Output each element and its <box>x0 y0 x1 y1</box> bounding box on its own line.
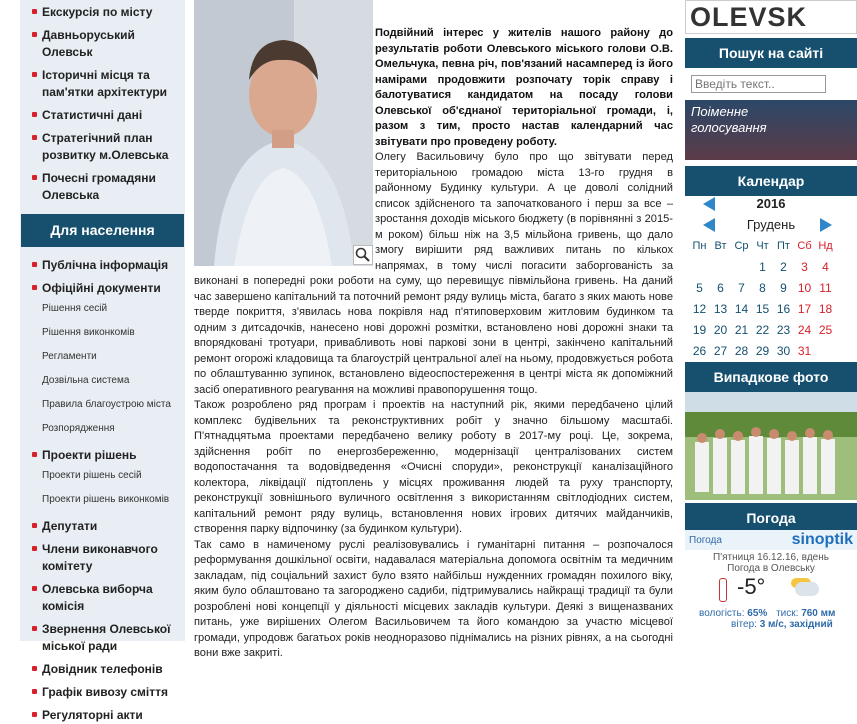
nav-label: Проекти рішень <box>42 448 137 462</box>
article-paragraph-2: Також розроблено ряд програм і проектів на наступний рік, якими передбачено цілий комплекс будівельних та реконструктивних робіт у значно більшому масштабі. П'ятнадцятьма проектами передбачено велику роботу в 2017-му році. Це, зокрема, здійснення робіт по енергозбереженню, модернізації централізованих систем водопостачання та водовідведення «Очисні споруди», реконструкції каналізаційного колектора, ліквідації підтоплень у місцях проживання людей та руху транспорту, реконструкції зовнішнього вуличного освітлення з використанням світлодіодних систем, капітальний ремонт ряду вулиць, встановлення нових ігрових дитячих майданчиків, створення парку відпочинку (за будинком культури). <box>194 399 673 535</box>
nav-label: Проекти рішень виконкомів <box>42 494 170 505</box>
nav-subitem[interactable] <box>20 423 185 435</box>
article <box>194 0 673 659</box>
calendar-day[interactable]: 19 <box>692 323 707 337</box>
search-input[interactable] <box>691 75 826 93</box>
photo-float-spacer <box>194 0 375 268</box>
calendar-day[interactable]: 7 <box>738 281 745 295</box>
calendar-day[interactable]: 11 <box>819 281 832 295</box>
calendar-day <box>710 257 731 278</box>
bullet-icon <box>32 689 37 694</box>
left-sidebar <box>20 0 185 722</box>
bullet-icon <box>32 666 37 671</box>
bullet-icon <box>32 72 37 77</box>
calendar-weekday: Пт <box>777 240 790 252</box>
random-photo-header: Випадкове фото <box>685 362 857 392</box>
search-header: Пошук на сайті <box>685 38 857 68</box>
calendar-week <box>689 278 857 299</box>
bullet-icon <box>32 546 37 551</box>
calendar-day[interactable]: 17 <box>797 302 812 316</box>
calendar-day[interactable]: 12 <box>692 302 707 316</box>
nav-label: Звернення Олевської міської ради <box>42 622 171 653</box>
calendar-day[interactable]: 4 <box>822 260 829 274</box>
nav-item[interactable] <box>20 707 185 724</box>
nav-label: Публічна інформація <box>42 258 169 272</box>
calendar-year-row <box>685 195 857 215</box>
calendar-week <box>689 320 857 341</box>
nav-item[interactable] <box>20 4 185 21</box>
nav-subitem[interactable] <box>20 303 185 315</box>
nav-label: Почесні громадяни Олевська <box>42 171 156 202</box>
calendar-week <box>689 299 857 320</box>
bullet-icon <box>32 712 37 717</box>
nav-label: Давньоруський Олевськ <box>42 28 135 59</box>
calendar-day[interactable]: 18 <box>818 302 833 316</box>
calendar-weekday: Ср <box>734 240 749 252</box>
weather-header: Погода <box>685 503 857 533</box>
calendar-day[interactable]: 5 <box>696 281 703 295</box>
nav-label: Дозвільна система <box>42 375 130 386</box>
calendar <box>685 195 857 362</box>
bullet-icon <box>32 262 37 267</box>
calendar-day[interactable]: 3 <box>801 260 808 274</box>
article-paragraph-3: Так само в намиченому руслі реалізовувались і гуманітарні питання – розпочалося реформування дошкільної освіти, надавалася матеріальна допомога освітнім та медичним закладам, під соціальний захист було взято найбільш нужденних громадян похилого віку, яким було облаштовано та загороджено садиби, підтримувались найкращі традиції та були розроблені нові концепції у діяльності місцевих закладів культури. Деякі з вищеназваних питань, уже вирішених Олегом Васильовичем та його командою за участю місцевої громади, упродовж багатьох років неодноразово піднімались на різних рівнях, а на сьогодні вони вже закриті. <box>194 538 673 659</box>
bullet-icon <box>32 626 37 631</box>
calendar-day[interactable]: 10 <box>797 281 812 295</box>
calendar-day[interactable]: 2 <box>780 260 787 274</box>
nav-label: Регуляторні акти <box>42 708 143 722</box>
bullet-icon <box>32 285 37 290</box>
nav-label: Рішення виконкомів <box>42 327 135 338</box>
calendar-day <box>815 341 836 362</box>
weather-label: Погода <box>689 534 722 546</box>
nav-item[interactable] <box>20 581 185 615</box>
nav-item[interactable] <box>20 280 185 297</box>
thermometer-icon <box>719 578 727 602</box>
nav-item[interactable] <box>20 67 185 101</box>
nav-label: Рішення сесій <box>42 303 108 314</box>
bullet-icon <box>32 452 37 457</box>
pressure-label: тиск: <box>776 608 799 619</box>
calendar-weekdays <box>685 236 857 257</box>
nav-list-population <box>20 257 185 724</box>
weather-widget[interactable] <box>685 530 857 641</box>
weather-row-1 <box>685 608 857 619</box>
nav-label: Розпорядження <box>42 423 115 434</box>
nav-label: Проекти рішень сесій <box>42 470 142 481</box>
nav-label: Статистичні дані <box>42 108 143 122</box>
group-photo-image <box>685 392 857 500</box>
article-paragraph-1: Олегу Васильовичу було про що звітувати перед територіальною громадою міста 13-го грудня в районному Будинку культури. А це доволі солідний список здійсненого та започаткованого і перш за все – зростання доходів міського бюджету (в порівнянні з 2015-м роком) більш ніж на 3,5 мільйона гривень, що дало змогу вирішити ряд важливих питань по кількох напрямах, в тому числі погасити заборгованість за виконані в попередні роки роботи на суму, що перевищує півмільйона гривень. На даний час завершено капітальний та поточний ремонт ряду вулиць міста, багато з яких мають нове тверде покриття, з'явилась нова покрівля над п'ятиповерховим житловим будинком та одним з дитсадочків, нанесено нові дорожні розмітки, встановлено нові дорожні знаки та впорядковані тротуари, привабливоть нові паркові зони в центрі, закінчено капітальний ремонт огорожі кладовища та благоустрій центральної алеї на ньому, продовжується робота по облаштуванню зупинок, встановлено відеоспостереження в центрі міста як допоміжний засіб оперативного реагування на можливі правопорушення тощо. <box>194 151 673 396</box>
humidity-label: вологість: <box>699 608 745 619</box>
bullet-icon <box>32 135 37 140</box>
wind-value: 3 м/с, західний <box>759 619 833 630</box>
nav-subitem[interactable] <box>20 399 185 411</box>
bullet-icon <box>32 9 37 14</box>
calendar-weekday: Пн <box>692 240 707 252</box>
section-header-population: Для населення <box>21 214 184 247</box>
nav-subitem[interactable] <box>20 351 185 363</box>
weather-brand: sinoptik <box>791 531 853 548</box>
calendar-week <box>689 341 857 362</box>
logo-text: OLEVSK <box>690 2 808 32</box>
calendar-day <box>689 257 710 278</box>
calendar-day[interactable]: 21 <box>734 323 749 337</box>
bullet-icon <box>32 523 37 528</box>
weather-date: П'ятниця 16.12.16, вдень <box>713 552 829 563</box>
weather-top-bar <box>685 530 857 550</box>
calendar-month-row <box>685 215 857 236</box>
nav-label: Довідник телефонів <box>42 662 163 676</box>
calendar-day[interactable]: 29 <box>755 344 770 358</box>
calendar-day[interactable]: 31 <box>797 344 812 358</box>
next-month-arrow-icon[interactable] <box>820 218 832 232</box>
calendar-weekday: Вт <box>714 240 727 252</box>
bullet-icon <box>32 112 37 117</box>
calendar-day[interactable]: 1 <box>759 260 766 274</box>
nav-item[interactable] <box>20 170 185 204</box>
calendar-day[interactable]: 20 <box>713 323 728 337</box>
calendar-day <box>731 257 752 278</box>
calendar-day[interactable]: 9 <box>780 281 787 295</box>
weather-main <box>685 574 857 608</box>
calendar-weekday: Нд <box>818 240 833 252</box>
nav-subitem[interactable] <box>20 494 185 506</box>
calendar-day[interactable]: 13 <box>713 302 728 316</box>
weather-row-2 <box>685 619 857 630</box>
wind-label: вітер: <box>731 619 757 630</box>
calendar-day[interactable]: 30 <box>776 344 791 358</box>
calendar-year: 2016 <box>756 196 786 211</box>
calendar-month: Грудень <box>746 217 796 232</box>
calendar-day[interactable]: 16 <box>776 302 791 316</box>
site-logo[interactable] <box>685 0 857 34</box>
calendar-day[interactable]: 6 <box>717 281 724 295</box>
bullet-icon <box>32 586 37 591</box>
nav-subitem[interactable] <box>20 327 185 339</box>
nav-item[interactable] <box>20 130 185 164</box>
calendar-day[interactable]: 27 <box>713 344 728 358</box>
nav-item[interactable] <box>20 27 185 61</box>
weather-temp: -5° <box>737 574 766 599</box>
nav-label: Історичні місця та пам'ятки архітектури <box>42 68 168 99</box>
cloud-sun-icon <box>795 582 819 596</box>
calendar-day[interactable]: 15 <box>755 302 770 316</box>
calendar-day[interactable]: 24 <box>797 323 812 337</box>
calendar-day[interactable]: 14 <box>734 302 749 316</box>
calendar-day[interactable]: 23 <box>776 323 791 337</box>
nav-label: Графік вивозу сміття <box>42 685 168 699</box>
calendar-weekday: Чт <box>756 240 769 252</box>
calendar-day[interactable]: 28 <box>734 344 749 358</box>
nav-label: Депутати <box>42 519 98 533</box>
calendar-day[interactable]: 25 <box>818 323 833 337</box>
nav-label: Члени виконавчого комітету <box>42 542 158 573</box>
nav-item[interactable] <box>20 684 185 701</box>
nav-item[interactable] <box>20 541 185 575</box>
calendar-day[interactable]: 22 <box>755 323 770 337</box>
nav-label: Олевська виборча комісія <box>42 582 153 613</box>
nav-item[interactable] <box>20 621 185 655</box>
bullet-icon <box>32 175 37 180</box>
nav-label: Екскурсія по місту <box>42 5 153 19</box>
vote-banner-text: Поіменне голосування <box>691 104 767 135</box>
nav-item[interactable] <box>20 661 185 678</box>
calendar-days <box>685 257 857 362</box>
calendar-weekday: Сб <box>797 240 812 252</box>
humidity-value: 65% <box>747 608 768 619</box>
pressure-value: 760 мм <box>801 608 836 619</box>
nav-list-top <box>20 0 185 204</box>
vote-banner[interactable] <box>685 100 857 160</box>
calendar-day[interactable]: 8 <box>759 281 766 295</box>
nav-item[interactable] <box>20 107 185 124</box>
nav-subitem[interactable] <box>20 375 185 387</box>
bullet-icon <box>32 32 37 37</box>
nav-label: Правила благоустрою міста <box>42 399 171 410</box>
calendar-week <box>689 257 857 278</box>
nav-subitem[interactable] <box>20 470 185 482</box>
nav-item[interactable] <box>20 447 185 464</box>
nav-label: Регламенти <box>42 351 97 362</box>
nav-item[interactable] <box>20 518 185 535</box>
calendar-day[interactable]: 26 <box>692 344 707 358</box>
nav-label: Стратегічний план розвитку м.Олевська <box>42 131 169 162</box>
article-lead: Подвійний інтерес у жителів нашого району до результатів роботи Олевського міського голови О.В. Омельчука, певна річ, пов'язаний насамперед із його намірами продовжити розпочату торік справу і балотуватися кандидатом на посаду голови Олевської об'єднаної територіальної громади, і, разом з тим, просто настав календарний час звітувати про проведену роботу. <box>375 27 673 148</box>
nav-label: Офіційні документи <box>42 281 161 295</box>
nav-item[interactable] <box>20 257 185 274</box>
weather-city: Погода в Олевську <box>727 563 815 574</box>
calendar-header: Календар <box>685 166 857 196</box>
random-photo[interactable] <box>685 392 857 500</box>
